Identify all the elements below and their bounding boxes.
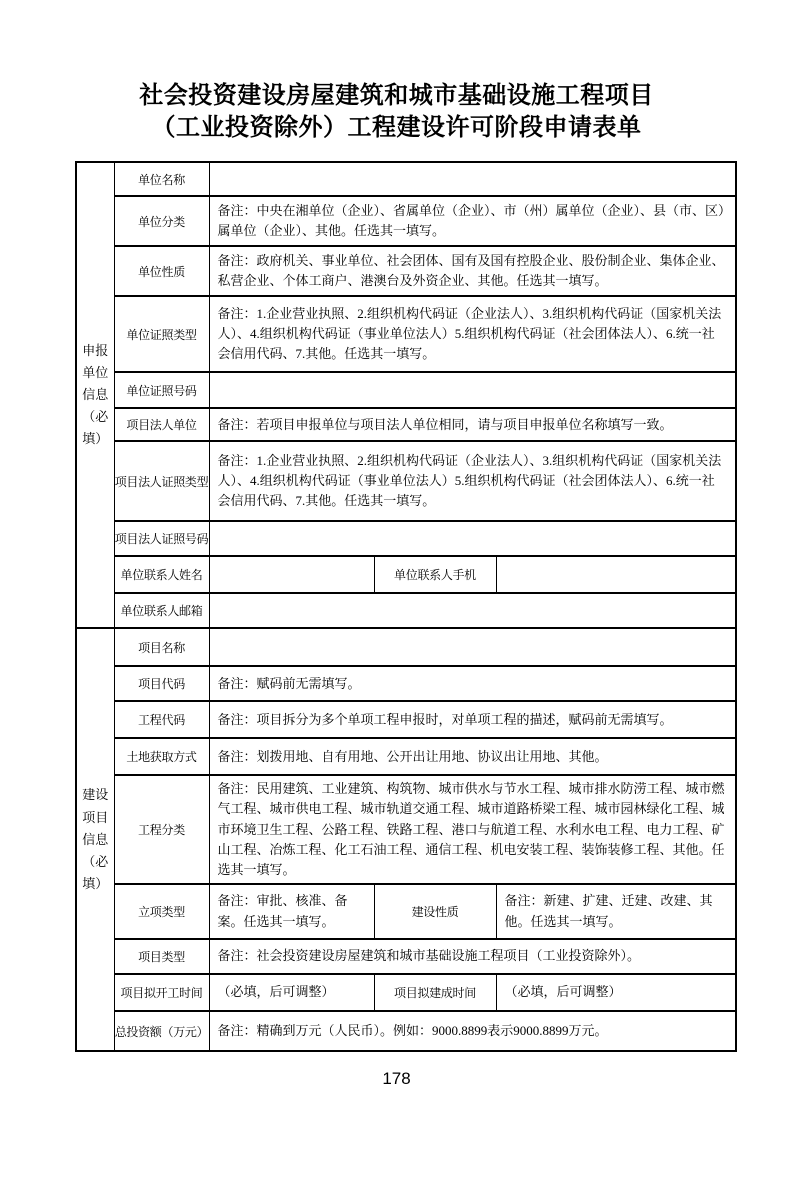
field-label-project-name: 项目名称 (114, 628, 209, 666)
row-engineering-category (76, 775, 736, 884)
field-value-approval-type: 备注：审批、核准、备案。任选其一填写。 (209, 884, 374, 939)
application-form-table (75, 161, 737, 1052)
field-value-legal-license-type: 备注：1.企业营业执照、2.组织机构代码证（企业法人）、3.组织机构代码证（国家机关法人）、4.组织机构代码证（事业单位法人）5.组织机构代码证（社会团体法人）、6.统一社会信用代码、7.其他。任选其一填写。 (209, 441, 736, 521)
row-project-code (76, 666, 736, 701)
row-contact-email (76, 593, 736, 628)
field-label-project-type: 项目类型 (114, 939, 209, 974)
field-label-engineering-category: 工程分类 (114, 775, 209, 884)
field-label-unit-nature: 单位性质 (114, 246, 209, 296)
section-label-declaring-unit-info: 申报单位信息（必填） (76, 162, 114, 628)
row-approval-type-construction-nature (76, 884, 736, 939)
field-value-unit-category: 备注：中央在湘单位（企业）、省属单位（企业）、市（州）属单位（企业）、县（市、区）属单位（企业）、其他。任选其一填写。 (209, 196, 736, 246)
field-label-unit-category: 单位分类 (114, 196, 209, 246)
field-value-project-type: 备注：社会投资建设房屋建筑和城市基础设施工程项目（工业投资除外）。 (209, 939, 736, 974)
row-contact-name-phone (76, 556, 736, 593)
page-title (0, 80, 793, 143)
field-value-unit-license-type: 备注：1.企业营业执照、2.组织机构代码证（企业法人）、3.组织机构代码证（国家机关法人）、4.组织机构代码证（事业单位法人）5.组织机构代码证（社会团体法人）、6.统一社会信用代码、7.其他。任选其一填写。 (209, 296, 736, 372)
field-value-unit-nature: 备注：政府机关、事业单位、社会团体、国有及国有控股企业、股份制企业、集体企业、私营企业、个体工商户、港澳台及外资企业、其他。任选其一填写。 (209, 246, 736, 296)
title-line-1: 社会投资建设房屋建筑和城市基础设施工程项目 (139, 82, 654, 109)
field-value-planned-start-time: （必填，后可调整） (209, 974, 374, 1011)
row-legal-license-type (76, 441, 736, 521)
field-label-construction-nature: 建设性质 (374, 884, 496, 939)
field-label-project-code: 项目代码 (114, 666, 209, 701)
field-value-unit-license-number (209, 372, 736, 408)
field-label-legal-license-type: 项目法人证照类型 (114, 441, 209, 521)
field-label-project-legal-unit: 项目法人单位 (114, 408, 209, 441)
field-label-engineering-code: 工程代码 (114, 701, 209, 738)
field-value-construction-nature: 备注：新建、扩建、迁建、改建、其他。任选其一填写。 (496, 884, 736, 939)
row-land-acquisition (76, 738, 736, 775)
row-unit-license-type (76, 296, 736, 372)
field-value-total-investment: 备注：精确到万元（人民币）。例如：9000.8899表示9000.8899万元。 (209, 1011, 736, 1051)
row-unit-name (76, 162, 736, 196)
title-line-2: （工业投资除外）工程建设许可阶段申请表单 (151, 113, 642, 141)
field-value-project-name (209, 628, 736, 666)
row-project-type (76, 939, 736, 974)
row-unit-nature (76, 246, 736, 296)
field-value-contact-email (209, 593, 736, 628)
field-label-total-investment: 总投资额（万元） (114, 1011, 209, 1051)
field-value-contact-phone (496, 556, 736, 593)
field-value-engineering-category: 备注：民用建筑、工业建筑、构筑物、城市供水与节水工程、城市排水防涝工程、城市燃气工程、城市供电工程、城市轨道交通工程、城市道路桥梁工程、城市园林绿化工程、城市环境卫生工程、公路工程、铁路工程、港口与航道工程、水利水电工程、电力工程、矿山工程、冶炼工程、化工石油工程、通信工程、机电安装工程、装饰装修工程、其他。任选其一填写。 (209, 775, 736, 884)
field-value-legal-license-number (209, 521, 736, 556)
field-label-land-acquisition: 土地获取方式 (114, 738, 209, 775)
page-number: 178 (382, 1069, 411, 1089)
field-label-legal-license-number: 项目法人证照号码 (114, 521, 209, 556)
field-label-unit-license-type: 单位证照类型 (114, 296, 209, 372)
field-value-project-code: 备注：赋码前无需填写。 (209, 666, 736, 701)
row-project-name (76, 628, 736, 666)
row-project-legal-unit (76, 408, 736, 441)
row-unit-license-number (76, 372, 736, 408)
row-total-investment (76, 1011, 736, 1051)
field-value-engineering-code: 备注：项目拆分为多个单项工程申报时，对单项工程的描述，赋码前无需填写。 (209, 701, 736, 738)
row-legal-license-number (76, 521, 736, 556)
field-value-unit-name (209, 162, 736, 196)
row-engineering-code (76, 701, 736, 738)
field-value-contact-name (209, 556, 374, 593)
field-value-project-legal-unit: 备注：若项目申报单位与项目法人单位相同，请与项目申报单位名称填写一致。 (209, 408, 736, 441)
section-label-construction-project-info: 建设项目信息（必填） (76, 628, 114, 1051)
field-label-planned-completion-time: 项目拟建成时间 (374, 974, 496, 1011)
field-label-contact-name: 单位联系人姓名 (114, 556, 209, 593)
row-planned-start-completion-time (76, 974, 736, 1011)
field-label-contact-phone: 单位联系人手机 (374, 556, 496, 593)
field-label-planned-start-time: 项目拟开工时间 (114, 974, 209, 1011)
field-label-unit-license-number: 单位证照号码 (114, 372, 209, 408)
row-unit-category (76, 196, 736, 246)
field-label-approval-type: 立项类型 (114, 884, 209, 939)
field-label-unit-name: 单位名称 (114, 162, 209, 196)
field-label-contact-email: 单位联系人邮箱 (114, 593, 209, 628)
field-value-land-acquisition: 备注：划拨用地、自有用地、公开出让用地、协议出让用地、其他。 (209, 738, 736, 775)
field-value-planned-completion-time: （必填，后可调整） (496, 974, 736, 1011)
